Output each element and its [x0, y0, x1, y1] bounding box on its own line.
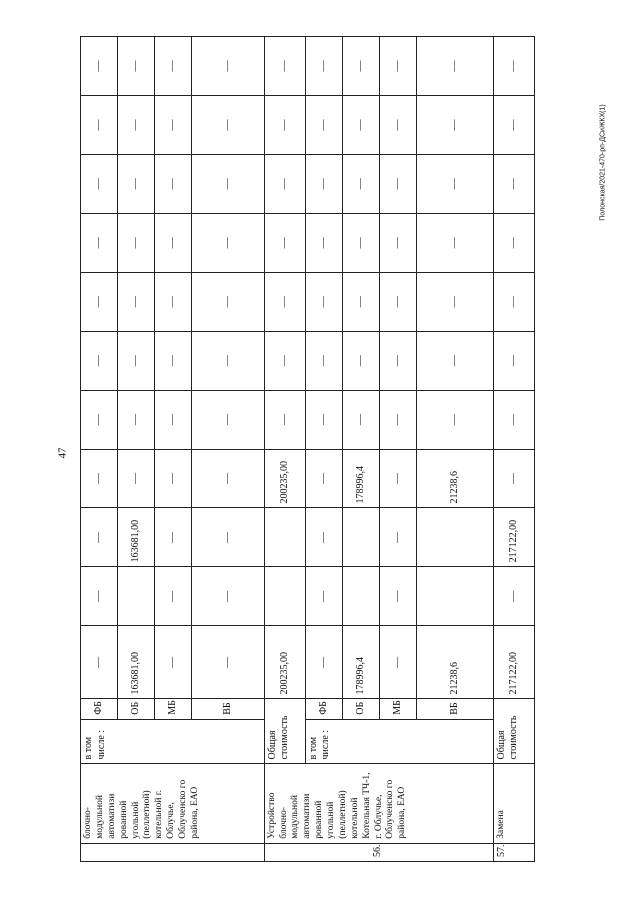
budget-code: ОБ	[118, 699, 155, 719]
page-number: 47	[56, 447, 68, 459]
year-cell: —	[81, 37, 118, 96]
year-cell: —	[417, 154, 493, 213]
year-cell	[264, 567, 305, 626]
year-cell: —	[305, 213, 342, 272]
year-cell: —	[155, 154, 192, 213]
subtotal-label: в том числе :	[305, 719, 493, 764]
year-cell: —	[417, 37, 493, 96]
year-cell: —	[493, 96, 534, 155]
year-cell: 200235,00	[264, 449, 305, 508]
year-cell: —	[81, 331, 118, 390]
total-cell: —	[81, 626, 118, 699]
year-cell: —	[380, 449, 417, 508]
budget-code: ФБ	[81, 699, 118, 719]
year-cell: —	[155, 390, 192, 449]
year-cell: —	[493, 37, 534, 96]
total-cell: —	[305, 626, 342, 699]
year-cell: —	[305, 567, 342, 626]
table-row	[264, 37, 305, 862]
year-cell: —	[192, 331, 264, 390]
total-cell: 163681,00	[118, 626, 155, 699]
year-cell: —	[118, 449, 155, 508]
year-cell: —	[81, 213, 118, 272]
year-cell: —	[118, 390, 155, 449]
total-label: Общая стоимость	[493, 699, 534, 764]
year-cell: —	[118, 37, 155, 96]
year-cell	[343, 508, 380, 567]
year-cell: —	[305, 96, 342, 155]
year-cell: —	[305, 449, 342, 508]
budget-table-container	[80, 36, 535, 862]
year-cell: —	[305, 331, 342, 390]
year-cell: —	[343, 37, 380, 96]
year-cell: —	[305, 154, 342, 213]
year-cell: —	[81, 272, 118, 331]
year-cell: —	[417, 390, 493, 449]
year-cell	[118, 567, 155, 626]
year-cell: —	[155, 96, 192, 155]
year-cell: —	[264, 331, 305, 390]
year-cell	[417, 567, 493, 626]
year-cell: —	[417, 331, 493, 390]
year-cell: —	[493, 272, 534, 331]
year-cell: —	[192, 449, 264, 508]
year-cell: —	[264, 390, 305, 449]
year-cell: 163681,00	[118, 508, 155, 567]
total-cell: —	[192, 626, 264, 699]
year-cell: —	[155, 567, 192, 626]
year-cell: —	[305, 272, 342, 331]
year-cell: —	[380, 96, 417, 155]
year-cell: —	[155, 37, 192, 96]
year-cell: —	[118, 272, 155, 331]
year-cell: —	[81, 508, 118, 567]
year-cell: —	[343, 390, 380, 449]
year-cell: —	[417, 272, 493, 331]
year-cell: —	[343, 272, 380, 331]
year-cell: —	[380, 272, 417, 331]
year-cell: 21238,6	[417, 449, 493, 508]
year-cell: —	[118, 331, 155, 390]
object-name: Устройство блочно-модульной автоматизи рованной угольной (пеллетной) котельной Котельная ТЧ-1, г. Облучье, Облученско го района, ЕАО	[264, 764, 493, 843]
year-cell: —	[155, 213, 192, 272]
year-cell: —	[305, 37, 342, 96]
budget-code: ОБ	[343, 699, 380, 719]
year-cell: —	[343, 331, 380, 390]
table-row	[81, 37, 118, 862]
year-cell	[343, 567, 380, 626]
object-name: Замена	[493, 764, 534, 843]
year-cell: —	[264, 213, 305, 272]
year-cell: —	[81, 96, 118, 155]
row-index	[81, 843, 265, 861]
year-cell: 217122,00	[493, 508, 534, 567]
year-cell: —	[343, 154, 380, 213]
year-cell: —	[380, 154, 417, 213]
year-cell: —	[417, 96, 493, 155]
year-cell: —	[81, 390, 118, 449]
total-cell: 21238,6	[417, 626, 493, 699]
total-label: Общая стоимость	[264, 699, 305, 764]
row-index: 57.	[493, 843, 534, 861]
year-cell: —	[493, 213, 534, 272]
table-row	[305, 37, 342, 862]
year-cell: —	[264, 96, 305, 155]
year-cell: —	[192, 213, 264, 272]
budget-code: ВБ	[417, 699, 493, 719]
year-cell: —	[380, 331, 417, 390]
year-cell: —	[118, 154, 155, 213]
year-cell: —	[192, 96, 264, 155]
year-cell: —	[380, 567, 417, 626]
row-index: 56.	[264, 843, 493, 861]
year-cell: —	[493, 390, 534, 449]
year-cell: —	[380, 390, 417, 449]
year-cell: —	[493, 331, 534, 390]
year-cell: —	[155, 331, 192, 390]
total-cell: —	[380, 626, 417, 699]
total-cell: 178996,4	[343, 626, 380, 699]
year-cell: —	[380, 213, 417, 272]
total-cell: —	[155, 626, 192, 699]
year-cell: —	[118, 96, 155, 155]
year-cell: —	[343, 213, 380, 272]
year-cell: —	[380, 37, 417, 96]
year-cell: —	[380, 508, 417, 567]
total-cell: 200235,00	[264, 626, 305, 699]
table-row	[493, 37, 534, 862]
budget-code: ВБ	[192, 699, 264, 719]
year-cell: —	[192, 390, 264, 449]
budget-code: МБ	[155, 699, 192, 719]
year-cell	[264, 508, 305, 567]
year-cell: —	[493, 449, 534, 508]
year-cell: —	[155, 272, 192, 331]
budget-code: ФБ	[305, 699, 342, 719]
object-name: блочно-модульной автоматизи рованной угольной (пеллетной) котельной г. Облучье, Облученско го района, ЕАО	[81, 764, 265, 843]
year-cell: —	[305, 508, 342, 567]
year-cell: 178996,4	[343, 449, 380, 508]
budget-table	[80, 36, 535, 862]
year-cell: —	[264, 272, 305, 331]
subtotal-label: в том числе :	[81, 719, 265, 764]
year-cell: —	[81, 567, 118, 626]
year-cell: —	[118, 213, 155, 272]
budget-code: МБ	[380, 699, 417, 719]
year-cell: —	[305, 390, 342, 449]
year-cell: —	[264, 37, 305, 96]
year-cell: —	[192, 154, 264, 213]
year-cell: —	[264, 154, 305, 213]
year-cell	[417, 508, 493, 567]
year-cell: —	[343, 96, 380, 155]
year-cell: —	[155, 449, 192, 508]
year-cell: —	[493, 567, 534, 626]
year-cell: —	[417, 213, 493, 272]
year-cell: —	[81, 449, 118, 508]
year-cell: —	[192, 567, 264, 626]
year-cell: —	[192, 508, 264, 567]
year-cell: —	[493, 154, 534, 213]
year-cell: —	[81, 154, 118, 213]
year-cell: —	[192, 272, 264, 331]
year-cell: —	[155, 508, 192, 567]
document-footer-note: Полонская/2021-470-рп-ДСиЖКХ(1)	[599, 103, 607, 221]
total-cell: 217122,00	[493, 626, 534, 699]
year-cell: —	[192, 37, 264, 96]
